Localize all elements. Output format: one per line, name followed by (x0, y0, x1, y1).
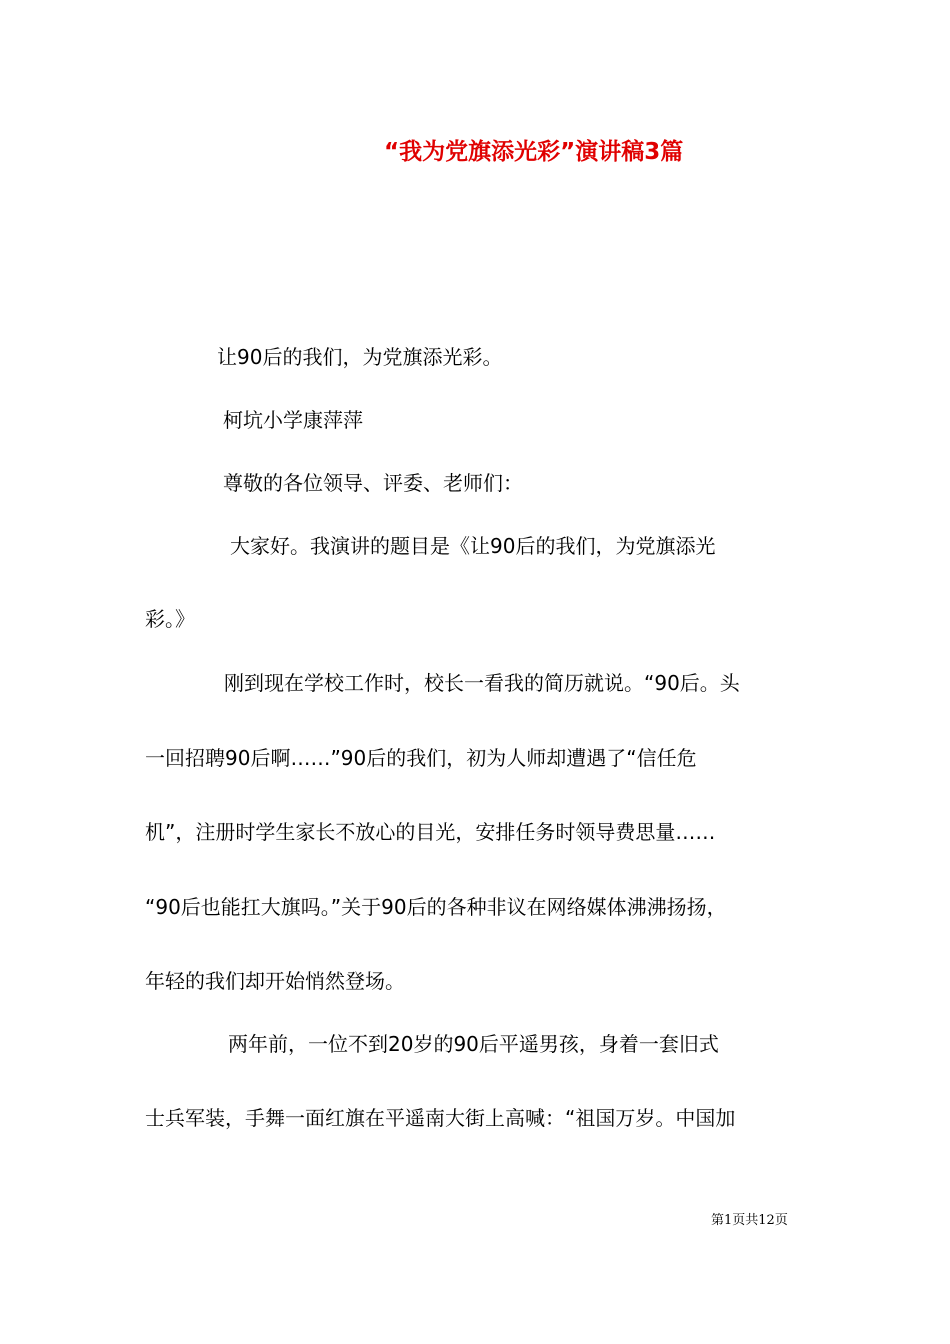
paragraph-line: 尊敬的各位领导、评委、老师们： (223, 471, 523, 495)
paragraph-line: 士兵军装，手舞一面红旗在平遥南大街上高喊：“祖国万岁。中国加 (145, 1106, 736, 1130)
paragraph-line: 一回招聘90后啊……”90后的我们，初为人师却遭遇了“信任危 (145, 746, 697, 770)
paragraph-line: 大家好。我演讲的题目是《让90后的我们，为党旗添光 (230, 534, 716, 558)
paragraph-line: 年轻的我们却开始悄然登场。 (145, 969, 405, 993)
page-number-footer: 第1页共12页 (711, 1213, 788, 1228)
paragraph-line: 机”，注册时学生家长不放心的目光，安排任务时领导费思量…… (145, 820, 716, 844)
paragraph-line: 两年前，一位不到20岁的90后平遥男孩，身着一套旧式 (228, 1032, 719, 1056)
paragraph-line: 刚到现在学校工作时，校长一看我的简历就说。“90后。头 (224, 671, 740, 695)
paragraph-line: 彩。》 (145, 607, 195, 631)
document-title: “我为党旗添光彩”演讲稿3篇 (384, 139, 684, 165)
paragraph-line: 让90后的我们，为党旗添光彩。 (217, 345, 503, 369)
paragraph-line: 柯坑小学康萍萍 (223, 408, 363, 432)
paragraph-line: “90后也能扛大旗吗。”关于90后的各种非议在网络媒体沸沸扬扬， (145, 895, 727, 919)
